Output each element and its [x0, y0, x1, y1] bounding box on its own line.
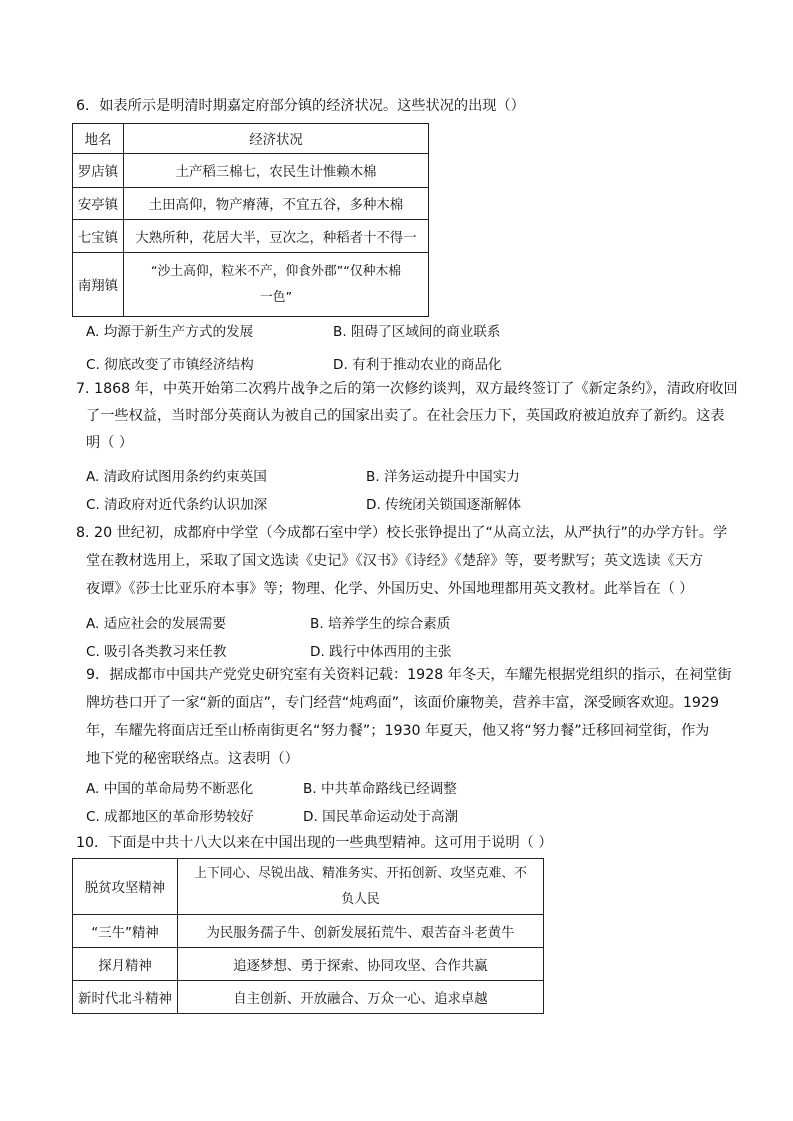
q9-stem-line4: 地下党的秘密联络点。这表明（）: [86, 751, 299, 767]
cell-spirit: 新时代北斗精神: [73, 981, 178, 1014]
q10-table: [72, 858, 544, 1014]
q8-stem-line1: 8. 20 世纪初，成都府中学堂（今成都石室中学）校长张铮提出了“从高立法，从严执行”的办学方针。学: [76, 525, 728, 541]
cell-place: 南翔镇: [73, 253, 124, 317]
table-row: [73, 220, 429, 253]
cell-content-line2: 负人民: [341, 891, 380, 907]
header-place: 地名: [73, 124, 124, 154]
cell-economy: [124, 253, 429, 317]
cell-content: 追逐梦想、勇于探索、协同攻坚、合作共赢: [178, 948, 544, 981]
q9-option-c[interactable]: C. 成都地区的革命形势较好: [86, 809, 254, 825]
table-row: [73, 859, 544, 915]
q8-option-c[interactable]: C. 吸引各类教习来任教: [86, 644, 227, 660]
q8-stem-line2: 堂在教材选用上，采取了国文选读《史记》《汉书》《诗经》《楚辞》等，要考默写；英文选读《天方: [86, 553, 704, 569]
q7-option-a[interactable]: A. 清政府试图用条约约束英国: [86, 469, 267, 485]
cell-spirit: 探月精神: [73, 948, 178, 981]
q7-option-b[interactable]: B. 洋务运动提升中国实力: [366, 469, 520, 485]
header-economy: 经济状况: [124, 124, 429, 154]
cell-content: [178, 859, 544, 915]
q10-stem: 10．下面是中共十八大以来在中国出现的一些典型精神。这可用于说明（ ）: [76, 835, 553, 851]
q9-option-a[interactable]: A. 中国的革命局势不断恶化: [86, 781, 254, 797]
cell-spirit: “三牛”精神: [73, 915, 178, 948]
q6-option-a[interactable]: A. 均源于新生产方式的发展: [86, 324, 254, 340]
q9-option-b[interactable]: B. 中共革命路线已经调整: [303, 781, 457, 797]
table-row: [73, 253, 429, 317]
table-header-row: [73, 124, 429, 154]
cell-spirit: 脱贫攻坚精神: [73, 859, 178, 915]
cell-content: 自主创新、开放融合、万众一心、追求卓越: [178, 981, 544, 1014]
cell-economy-line2: 一色”: [259, 289, 293, 305]
q9-option-d[interactable]: D. 国民革命运动处于高潮: [303, 809, 459, 825]
q7-option-c[interactable]: C. 清政府对近代条约认识加深: [86, 497, 268, 513]
q7-stem-line1: 7. 1868 年，中英开始第二次鸦片战争之后的第一次修约谈判，双方最终签订了《新定条约》，清政府收回: [76, 381, 738, 397]
cell-economy-line1: “沙土高仰，粒米不产，仰食外郡”“仅种木棉: [150, 263, 402, 279]
table-row: [73, 915, 544, 948]
q6-option-d[interactable]: D. 有利于推动农业的商品化: [333, 357, 502, 373]
cell-economy: 大熟所种，花居大半，豆次之，种稻者十不得一: [124, 220, 429, 253]
q9-stem-line3: 年，车耀先将面店迁至山桥南街更名“努力餐”；1930 年夏天，他又将“努力餐”迁移回祠堂街，作为: [86, 723, 710, 739]
q6-option-b[interactable]: B. 阻碍了区域间的商业联系: [333, 324, 501, 340]
q7-option-d[interactable]: D. 传统闭关锁国逐渐解体: [366, 497, 522, 513]
cell-place: 七宝镇: [73, 220, 124, 253]
q6-option-c[interactable]: C. 彻底改变了市镇经济结构: [86, 357, 254, 373]
cell-economy: 土田高仰，物产瘠薄，不宜五谷，多种木棉: [124, 188, 429, 220]
q8-option-d[interactable]: D. 践行中体西用的主张: [310, 644, 452, 660]
cell-economy: 土产稻三棉七，农民生计惟赖木棉: [124, 154, 429, 188]
q8-option-b[interactable]: B. 培养学生的综合素质: [310, 616, 451, 632]
q6-table: [72, 123, 429, 317]
q8-option-a[interactable]: A. 适应社会的发展需要: [86, 616, 227, 632]
q7-stem-line2: 了一些权益，当时部分英商认为被自己的国家出卖了。在社会压力下，英国政府被迫放弃了新约。这表: [86, 408, 725, 424]
q8-stem-line3: 夜谭》《莎士比亚乐府本事》等；物理、化学、外国历史、外国地理都用英文教材。此举旨在（ ）: [86, 581, 694, 597]
table-row: [73, 154, 429, 188]
q7-stem-line3: 明（ ）: [86, 435, 134, 451]
cell-place: 罗店镇: [73, 154, 124, 188]
cell-content-line1: 上下同心、尽锐出战、精准务实、开拓创新、攻坚克难、不: [194, 865, 527, 881]
table-row: [73, 188, 429, 220]
cell-place: 安亭镇: [73, 188, 124, 220]
table-row: [73, 981, 544, 1014]
q6-stem: 6．如表所示是明清时期嘉定府部分镇的经济状况。这些状况的出现（）: [76, 98, 525, 114]
cell-content: 为民服务孺子牛、创新发展拓荒牛、艰苦奋斗老黄牛: [178, 915, 544, 948]
q9-stem-line2: 牌坊巷口开了一家“新的面店”，专门经营“炖鸡面”，该面价廉物美，营养丰富，深受顾客欢迎。1929: [86, 695, 720, 711]
q9-stem-line1: 9．据成都市中国共产党党史研究室有关资料记载：1928 年冬天，车耀先根据党组织的指示，在祠堂街: [86, 667, 732, 683]
table-row: [73, 948, 544, 981]
